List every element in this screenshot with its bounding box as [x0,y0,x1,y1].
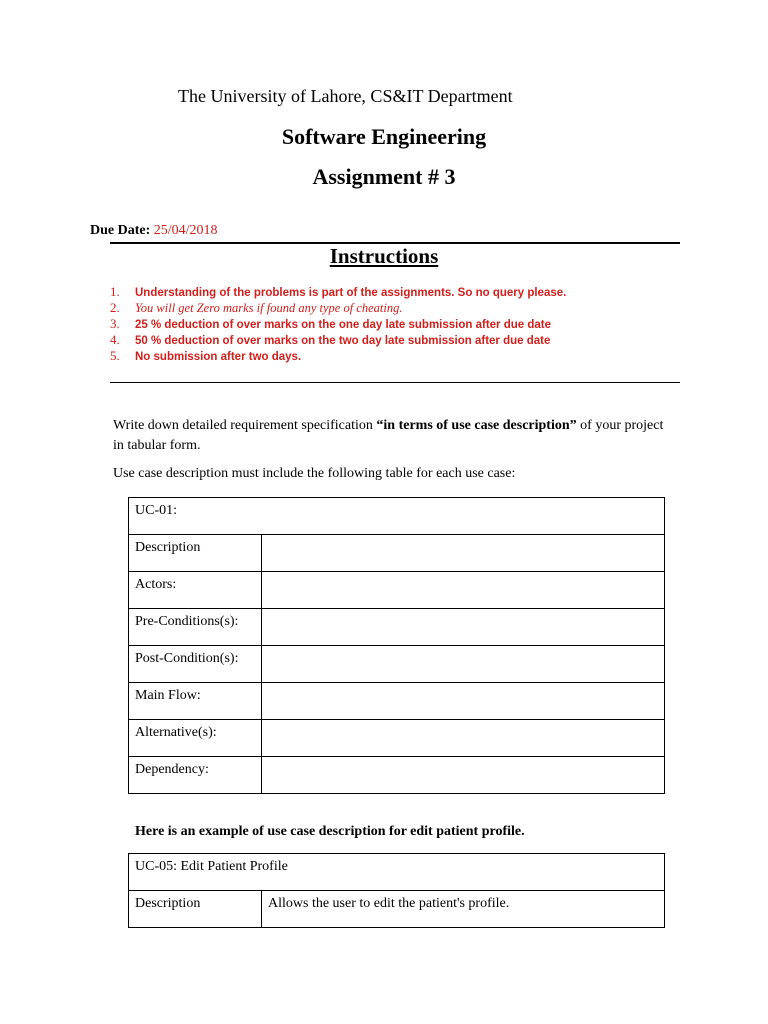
table-title-cell: UC-05: Edit Patient Profile [129,854,665,891]
instruction-item: 3. 25 % deduction of over marks on the one day late submission after due date [110,316,552,331]
assignment-title: Assignment # 3 [312,164,456,189]
course-title: Software Engineering [281,124,487,149]
due-date-label: Due Date: [90,223,151,238]
table-row: Alternative(s): [129,720,665,757]
instructions-title: Instructions [329,244,439,268]
table-row: Dependency: [129,757,665,794]
table-row: Main Flow: [129,683,665,720]
table-row: Actors: [129,572,665,609]
table-row: Description Allows the user to edit the patient's profile. [129,891,665,928]
example-heading: Here is an example of use case description for edit patient profile. [135,824,525,839]
use-case-example-table [128,853,665,928]
use-case-template-table [128,497,665,794]
due-date [90,223,218,239]
table-row: Post-Condition(s): [129,646,665,683]
table-intro-paragraph: Use case description must include the following table for each use case: [113,466,516,481]
due-date-value: 25/04/2018 [153,223,218,238]
divider-bottom [110,382,680,383]
table-title-cell: UC-01: [129,498,665,535]
table-row: Pre-Conditions(s): [129,609,665,646]
instructions-list [110,284,566,364]
instruction-item: 2. You will get Zero marks if found any type of cheating. [110,300,403,315]
emphasis-text: “in terms of use case description” [376,418,577,433]
table-row: Description [129,535,665,572]
requirement-paragraph: Write down detailed requirement specification “in terms of use case description” of your project in tabular form. [113,418,664,453]
instruction-item: 5. No submission after two days. [110,348,302,363]
instruction-item: 4. 50 % deduction of over marks on the two day late submission after due date [110,332,551,347]
instruction-item: 1. Understanding of the problems is part of the assignments. So no query please. [110,284,567,299]
university-heading: The University of Lahore, CS&IT Department [178,86,513,106]
